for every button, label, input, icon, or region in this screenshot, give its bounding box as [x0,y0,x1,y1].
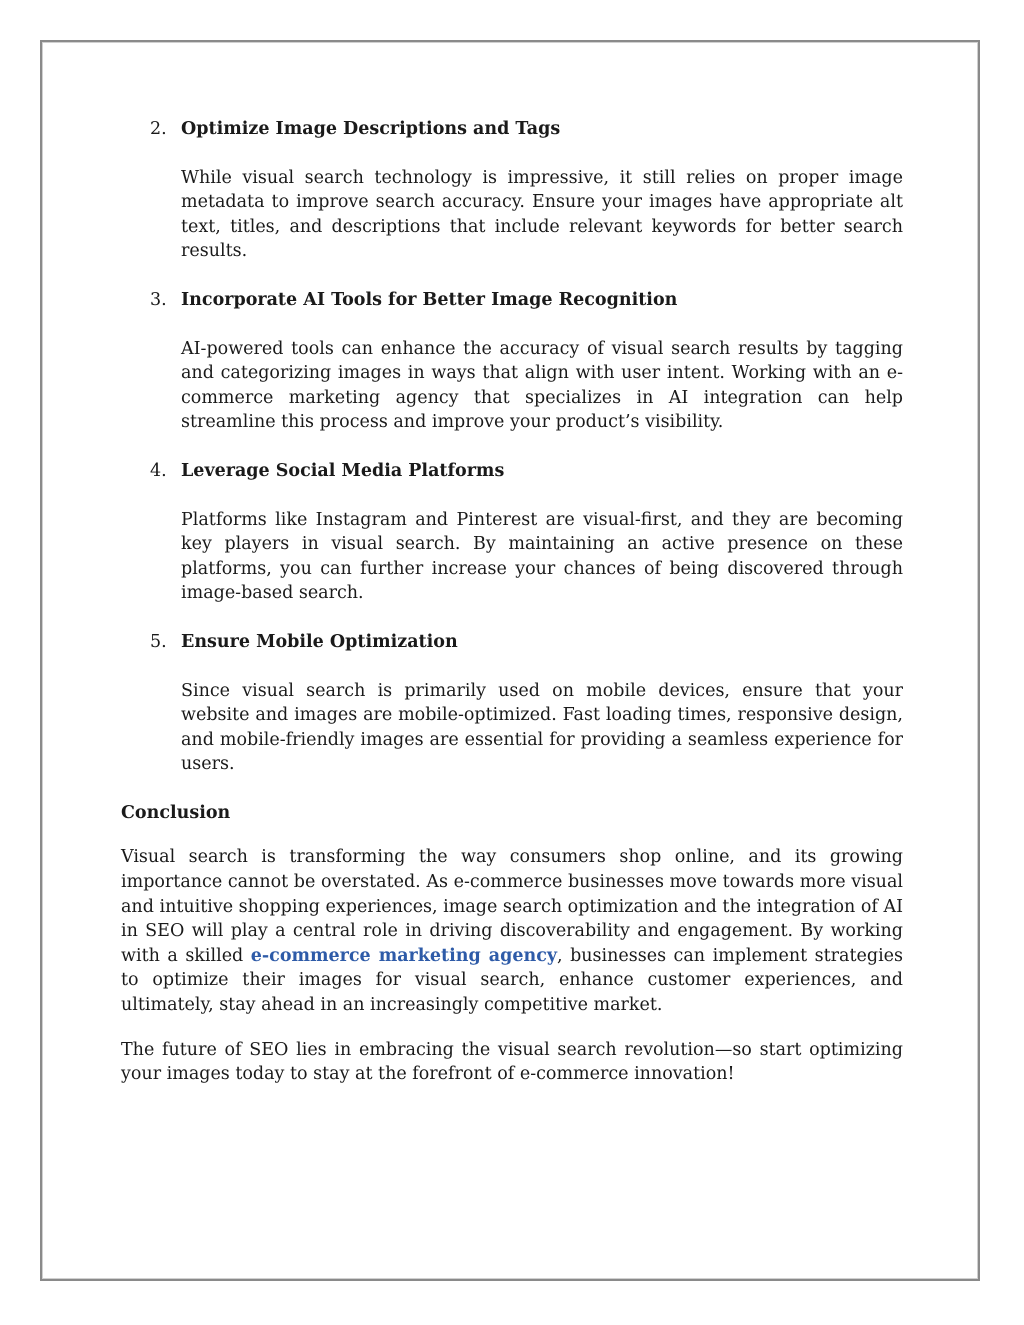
list-item-2 [121,117,903,264]
ecommerce-agency-link[interactable]: e-commerce marketing agency [250,945,558,966]
list-number: 2. [150,119,167,139]
conclusion-heading: Conclusion [121,802,231,823]
conclusion-text-after-link: , businesses can implement strategies to optimize their images for visual search, enhance customer experiences, and ultimately, stay ahead in an increasingly competitive market. [121,945,904,1016]
list-item-4 [121,459,903,606]
item-body: AI-powered tools can enhance the accuracy of visual search results by tagging and categorizing images in ways that align with user intent. Working with an e-commerce marketing agency that specializes in AI integration can help streamline this process and improve your product’s visibility. [181,338,903,433]
item-heading: Optimize Image Descriptions and Tags [181,119,561,139]
item-body: Since visual search is primarily used on mobile devices, ensure that your website and images are mobile-optimized. Fast loading times, responsive design, and mobile-friendly images are essential for providing a seamless experience for users. [181,680,903,775]
closing-paragraph: The future of SEO lies in embracing the visual search revolution—so start optimizing your images today to stay at the forefront of e-commerce innovation! [121,1039,903,1085]
list-number: 3. [150,289,167,310]
list-item-3 [121,288,903,435]
item-heading: Ensure Mobile Optimization [181,631,458,652]
list-item-5 [121,630,903,777]
item-body: While visual search technology is impressive, it still relies on proper image metadata to improve search accuracy. Ensure your images have appropriate alt text, titles, and descriptions that include relevant keywords for better search results. [181,167,903,262]
item-heading: Incorporate AI Tools for Better Image Recognition [181,289,678,310]
list-number: 5. [150,631,167,652]
conclusion-text-before-link: Visual search is transforming the way consumers shop online, and its growing importance cannot be overstated. As e-commerce businesses move towards more visual and intuitive shopping experiences, image search optimization and the integration of AI in SEO will play a central role in driving discoverability and engagement. By working with a skilled [121,847,903,966]
conclusion-paragraph [121,845,903,1017]
document-content [121,117,903,1087]
list-number: 4. [150,460,167,481]
item-heading: Leverage Social Media Platforms [181,460,505,481]
item-body: Platforms like Instagram and Pinterest are visual-first, and they are becoming key players in visual search. By maintaining an active presence on these platforms, you can further increase your chances of being discovered through image-based search. [181,509,903,604]
